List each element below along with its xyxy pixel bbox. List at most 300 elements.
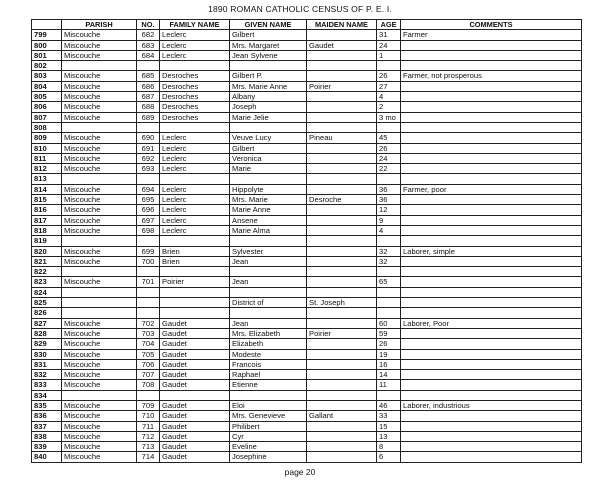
given-name-cell: Mrs. Marie Anne <box>230 81 307 91</box>
family-name-cell: Desroches <box>160 112 230 122</box>
given-name-cell: Jean Sylvene <box>230 50 307 60</box>
maiden-name-cell <box>307 287 377 297</box>
comments-cell: Laborer, Poor <box>401 318 582 328</box>
given-name-cell: Modeste <box>230 349 307 359</box>
comments-cell <box>401 61 582 71</box>
table-row <box>32 50 582 60</box>
table-row <box>32 112 582 122</box>
maiden-name-cell <box>307 102 377 112</box>
given-name-cell: Marie <box>230 164 307 174</box>
given-name-cell: Gilbert P. <box>230 71 307 81</box>
row-number: 808 <box>32 122 62 132</box>
age-cell: 32 <box>377 256 401 266</box>
family-name-cell: Gaudet <box>160 431 230 441</box>
family-name-cell: Leclerc <box>160 50 230 60</box>
parish-cell: Miscouche <box>62 71 137 81</box>
maiden-name-cell: Pineau <box>307 133 377 143</box>
comments-cell <box>401 442 582 452</box>
family-name-cell: Leclerc <box>160 195 230 205</box>
comments-cell <box>401 277 582 287</box>
census-table <box>31 19 582 463</box>
parish-cell: Miscouche <box>62 164 137 174</box>
maiden-name-cell <box>307 246 377 256</box>
table-row <box>32 318 582 328</box>
record-number-cell: 687 <box>137 92 160 102</box>
parish-cell <box>62 390 137 400</box>
given-name-cell: Hippolyte <box>230 184 307 194</box>
table-row <box>32 328 582 338</box>
comments-cell <box>401 236 582 246</box>
record-number-cell <box>137 61 160 71</box>
row-number: 815 <box>32 195 62 205</box>
comments-cell <box>401 133 582 143</box>
table-row <box>32 246 582 256</box>
table-row <box>32 102 582 112</box>
age-cell: 27 <box>377 81 401 91</box>
parish-cell: Miscouche <box>62 411 137 421</box>
header-row <box>32 20 582 30</box>
column-header-rownum <box>32 20 62 30</box>
comments-cell: Laborer, industrious <box>401 400 582 410</box>
row-number: 800 <box>32 40 62 50</box>
comments-cell <box>401 431 582 441</box>
column-header-given-name: GIVEN NAME <box>230 20 307 30</box>
record-number-cell: 694 <box>137 184 160 194</box>
age-cell <box>377 298 401 308</box>
parish-cell: Miscouche <box>62 215 137 225</box>
family-name-cell: Leclerc <box>160 184 230 194</box>
table-row <box>32 370 582 380</box>
table-row <box>32 30 582 40</box>
record-number-cell <box>137 267 160 277</box>
row-number: 839 <box>32 442 62 452</box>
age-cell: 36 <box>377 184 401 194</box>
maiden-name-cell <box>307 184 377 194</box>
maiden-name-cell <box>307 153 377 163</box>
row-number: 802 <box>32 61 62 71</box>
row-number: 832 <box>32 370 62 380</box>
record-number-cell: 707 <box>137 370 160 380</box>
maiden-name-cell <box>307 92 377 102</box>
age-cell <box>377 287 401 297</box>
parish-cell <box>62 174 137 184</box>
maiden-name-cell <box>307 380 377 390</box>
family-name-cell: Leclerc <box>160 153 230 163</box>
given-name-cell: Jean <box>230 318 307 328</box>
maiden-name-cell <box>307 164 377 174</box>
record-number-cell: 683 <box>137 40 160 50</box>
comments-cell <box>401 287 582 297</box>
given-name-cell: Marie Alma <box>230 225 307 235</box>
row-number: 806 <box>32 102 62 112</box>
maiden-name-cell <box>307 442 377 452</box>
given-name-cell: Ansene <box>230 215 307 225</box>
family-name-cell: Gaudet <box>160 349 230 359</box>
record-number-cell: 705 <box>137 349 160 359</box>
given-name-cell: District of <box>230 298 307 308</box>
record-number-cell: 684 <box>137 50 160 60</box>
comments-cell <box>401 339 582 349</box>
family-name-cell <box>160 267 230 277</box>
age-cell: 11 <box>377 380 401 390</box>
family-name-cell: Gaudet <box>160 411 230 421</box>
family-name-cell: Desroches <box>160 102 230 112</box>
record-number-cell: 702 <box>137 318 160 328</box>
comments-cell <box>401 122 582 132</box>
parish-cell: Miscouche <box>62 400 137 410</box>
table-row <box>32 215 582 225</box>
table-row <box>32 92 582 102</box>
age-cell <box>377 308 401 318</box>
table-row <box>32 81 582 91</box>
row-number: 837 <box>32 421 62 431</box>
age-cell: 8 <box>377 442 401 452</box>
parish-cell: Miscouche <box>62 205 137 215</box>
given-name-cell: Francois <box>230 359 307 369</box>
family-name-cell: Gaudet <box>160 421 230 431</box>
given-name-cell <box>230 122 307 132</box>
age-cell <box>377 267 401 277</box>
given-name-cell: Josephine <box>230 452 307 462</box>
comments-cell <box>401 112 582 122</box>
table-row <box>32 400 582 410</box>
parish-cell: Miscouche <box>62 277 137 287</box>
given-name-cell <box>230 236 307 246</box>
family-name-cell: Brien <box>160 246 230 256</box>
row-number: 804 <box>32 81 62 91</box>
parish-cell: Miscouche <box>62 30 137 40</box>
given-name-cell: Jean <box>230 256 307 266</box>
record-number-cell: 692 <box>137 153 160 163</box>
row-number: 827 <box>32 318 62 328</box>
comments-cell <box>401 370 582 380</box>
parish-cell: Miscouche <box>62 442 137 452</box>
parish-cell: Miscouche <box>62 143 137 153</box>
family-name-cell <box>160 122 230 132</box>
family-name-cell: Gaudet <box>160 400 230 410</box>
table-row <box>32 431 582 441</box>
parish-cell <box>62 61 137 71</box>
row-number: 822 <box>32 267 62 277</box>
given-name-cell: Albany <box>230 92 307 102</box>
table-row <box>32 71 582 81</box>
row-number: 814 <box>32 184 62 194</box>
comments-cell <box>401 40 582 50</box>
record-number-cell <box>137 308 160 318</box>
family-name-cell: Poirier <box>160 277 230 287</box>
column-header-family-name: FAMILY NAME <box>160 20 230 30</box>
parish-cell: Miscouche <box>62 50 137 60</box>
row-number: 825 <box>32 298 62 308</box>
table-row <box>32 349 582 359</box>
parish-cell <box>62 287 137 297</box>
comments-cell <box>401 174 582 184</box>
record-number-cell: 703 <box>137 328 160 338</box>
age-cell: 1 <box>377 50 401 60</box>
family-name-cell: Gaudet <box>160 339 230 349</box>
record-number-cell: 691 <box>137 143 160 153</box>
age-cell: 6 <box>377 452 401 462</box>
family-name-cell: Leclerc <box>160 205 230 215</box>
family-name-cell <box>160 174 230 184</box>
maiden-name-cell <box>307 143 377 153</box>
age-cell: 46 <box>377 400 401 410</box>
table-row <box>32 359 582 369</box>
maiden-name-cell <box>307 61 377 71</box>
maiden-name-cell <box>307 339 377 349</box>
table-row <box>32 287 582 297</box>
row-number: 829 <box>32 339 62 349</box>
row-number: 824 <box>32 287 62 297</box>
table-row <box>32 380 582 390</box>
family-name-cell <box>160 298 230 308</box>
age-cell: 59 <box>377 328 401 338</box>
column-header-parish: PARISH <box>62 20 137 30</box>
record-number-cell <box>137 390 160 400</box>
row-number: 819 <box>32 236 62 246</box>
parish-cell: Miscouche <box>62 359 137 369</box>
parish-cell: Miscouche <box>62 349 137 359</box>
maiden-name-cell <box>307 30 377 40</box>
age-cell: 9 <box>377 215 401 225</box>
maiden-name-cell <box>307 225 377 235</box>
record-number-cell: 709 <box>137 400 160 410</box>
age-cell <box>377 61 401 71</box>
age-cell: 2 <box>377 102 401 112</box>
age-cell: 65 <box>377 277 401 287</box>
age-cell <box>377 236 401 246</box>
comments-cell <box>401 164 582 174</box>
record-number-cell: 713 <box>137 442 160 452</box>
table-row <box>32 225 582 235</box>
parish-cell: Miscouche <box>62 256 137 266</box>
record-number-cell <box>137 122 160 132</box>
maiden-name-cell <box>307 308 377 318</box>
given-name-cell: Philibert <box>230 421 307 431</box>
age-cell: 14 <box>377 370 401 380</box>
age-cell: 4 <box>377 92 401 102</box>
maiden-name-cell: St. Joseph <box>307 298 377 308</box>
age-cell: 12 <box>377 205 401 215</box>
parish-cell: Miscouche <box>62 421 137 431</box>
given-name-cell: Etienne <box>230 380 307 390</box>
record-number-cell: 712 <box>137 431 160 441</box>
family-name-cell: Leclerc <box>160 133 230 143</box>
census-body <box>32 30 582 462</box>
table-row <box>32 133 582 143</box>
row-number: 835 <box>32 400 62 410</box>
given-name-cell: Cyr <box>230 431 307 441</box>
column-header-no: NO. <box>137 20 160 30</box>
age-cell: 26 <box>377 71 401 81</box>
age-cell: 24 <box>377 153 401 163</box>
comments-cell: Farmer <box>401 30 582 40</box>
parish-cell: Miscouche <box>62 81 137 91</box>
table-row <box>32 205 582 215</box>
given-name-cell <box>230 390 307 400</box>
row-number: 812 <box>32 164 62 174</box>
table-row <box>32 308 582 318</box>
given-name-cell: Elizabeth <box>230 339 307 349</box>
parish-cell <box>62 236 137 246</box>
parish-cell: Miscouche <box>62 195 137 205</box>
parish-cell: Miscouche <box>62 102 137 112</box>
given-name-cell: Mrs. Elizabeth <box>230 328 307 338</box>
record-number-cell <box>137 298 160 308</box>
maiden-name-cell <box>307 277 377 287</box>
row-number: 807 <box>32 112 62 122</box>
parish-cell: Miscouche <box>62 133 137 143</box>
page-title: 1890 ROMAN CATHOLIC CENSUS OF P. E. I. <box>208 4 392 14</box>
age-cell: 32 <box>377 246 401 256</box>
record-number-cell: 711 <box>137 421 160 431</box>
page-number: page 20 <box>284 467 316 477</box>
record-number-cell <box>137 287 160 297</box>
age-cell: 4 <box>377 225 401 235</box>
family-name-cell: Gaudet <box>160 370 230 380</box>
given-name-cell <box>230 61 307 71</box>
family-name-cell: Gaudet <box>160 318 230 328</box>
record-number-cell: 690 <box>137 133 160 143</box>
family-name-cell: Leclerc <box>160 164 230 174</box>
row-number: 831 <box>32 359 62 369</box>
parish-cell: Miscouche <box>62 452 137 462</box>
given-name-cell: Eveline <box>230 442 307 452</box>
maiden-name-cell <box>307 215 377 225</box>
row-number: 803 <box>32 71 62 81</box>
row-number: 810 <box>32 143 62 153</box>
parish-cell: Miscouche <box>62 92 137 102</box>
row-number: 809 <box>32 133 62 143</box>
family-name-cell: Leclerc <box>160 215 230 225</box>
maiden-name-cell <box>307 452 377 462</box>
maiden-name-cell: Poirier <box>307 81 377 91</box>
table-row <box>32 298 582 308</box>
maiden-name-cell <box>307 421 377 431</box>
age-cell: 22 <box>377 164 401 174</box>
age-cell: 31 <box>377 30 401 40</box>
row-number: 799 <box>32 30 62 40</box>
family-name-cell: Gaudet <box>160 359 230 369</box>
age-cell: 60 <box>377 318 401 328</box>
record-number-cell: 688 <box>137 102 160 112</box>
table-row <box>32 339 582 349</box>
maiden-name-cell: Poirier <box>307 328 377 338</box>
comments-cell: Laborer, simple <box>401 246 582 256</box>
given-name-cell <box>230 287 307 297</box>
table-row <box>32 40 582 50</box>
family-name-cell: Gaudet <box>160 452 230 462</box>
family-name-cell: Desroches <box>160 81 230 91</box>
maiden-name-cell <box>307 390 377 400</box>
family-name-cell: Leclerc <box>160 225 230 235</box>
table-row <box>32 390 582 400</box>
record-number-cell: 686 <box>137 81 160 91</box>
row-number: 838 <box>32 431 62 441</box>
row-number: 833 <box>32 380 62 390</box>
age-cell: 45 <box>377 133 401 143</box>
parish-cell: Miscouche <box>62 318 137 328</box>
row-number: 818 <box>32 225 62 235</box>
given-name-cell: Mrs. Margaret <box>230 40 307 50</box>
parish-cell: Miscouche <box>62 40 137 50</box>
record-number-cell: 699 <box>137 246 160 256</box>
row-number: 801 <box>32 50 62 60</box>
parish-cell: Miscouche <box>62 380 137 390</box>
parish-cell: Miscouche <box>62 112 137 122</box>
comments-cell <box>401 102 582 112</box>
record-number-cell: 714 <box>137 452 160 462</box>
maiden-name-cell <box>307 71 377 81</box>
maiden-name-cell <box>307 256 377 266</box>
given-name-cell: Jean <box>230 277 307 287</box>
table-row <box>32 267 582 277</box>
record-number-cell: 689 <box>137 112 160 122</box>
family-name-cell <box>160 287 230 297</box>
record-number-cell <box>137 174 160 184</box>
row-number: 828 <box>32 328 62 338</box>
given-name-cell: Raphael <box>230 370 307 380</box>
table-row <box>32 61 582 71</box>
parish-cell: Miscouche <box>62 370 137 380</box>
family-name-cell: Leclerc <box>160 143 230 153</box>
family-name-cell: Gaudet <box>160 442 230 452</box>
parish-cell <box>62 122 137 132</box>
record-number-cell: 700 <box>137 256 160 266</box>
row-number: 805 <box>32 92 62 102</box>
given-name-cell <box>230 174 307 184</box>
given-name-cell <box>230 308 307 318</box>
parish-cell <box>62 308 137 318</box>
given-name-cell: Marie Jelie <box>230 112 307 122</box>
table-row <box>32 184 582 194</box>
maiden-name-cell <box>307 431 377 441</box>
age-cell <box>377 390 401 400</box>
row-number: 823 <box>32 277 62 287</box>
table-row <box>32 452 582 462</box>
given-name-cell: Mrs. Marie <box>230 195 307 205</box>
age-cell: 3 mo <box>377 112 401 122</box>
maiden-name-cell <box>307 236 377 246</box>
comments-cell <box>401 50 582 60</box>
record-number-cell: 693 <box>137 164 160 174</box>
parish-cell: Miscouche <box>62 153 137 163</box>
comments-cell <box>401 205 582 215</box>
family-name-cell <box>160 390 230 400</box>
table-row <box>32 421 582 431</box>
family-name-cell <box>160 308 230 318</box>
maiden-name-cell: Gaudet <box>307 40 377 50</box>
table-row <box>32 256 582 266</box>
age-cell: 13 <box>377 431 401 441</box>
record-number-cell <box>137 236 160 246</box>
comments-cell <box>401 143 582 153</box>
maiden-name-cell: Gallant <box>307 411 377 421</box>
comments-cell <box>401 81 582 91</box>
table-row <box>32 195 582 205</box>
comments-cell <box>401 225 582 235</box>
parish-cell: Miscouche <box>62 225 137 235</box>
column-header-age: AGE <box>377 20 401 30</box>
age-cell <box>377 174 401 184</box>
table-row <box>32 164 582 174</box>
row-number: 836 <box>32 411 62 421</box>
record-number-cell: 696 <box>137 205 160 215</box>
comments-cell <box>401 411 582 421</box>
comments-cell <box>401 195 582 205</box>
comments-cell <box>401 92 582 102</box>
comments-cell: Farmer, poor <box>401 184 582 194</box>
